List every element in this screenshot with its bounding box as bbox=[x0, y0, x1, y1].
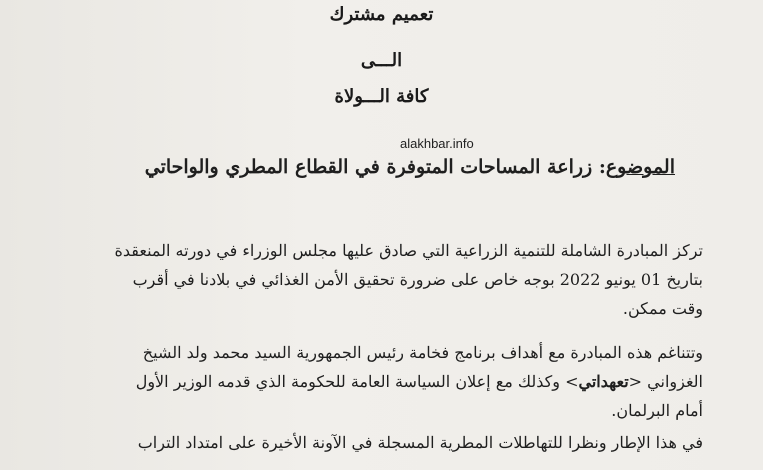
paragraph-1-line-2: بتاريخ 01 يونيو 2022 بوجه خاص على ضرورة تحقيق الأمن الغذائي في بلادنا في أقرب bbox=[132, 270, 703, 289]
paragraph-3-line-1: في هذا الإطار ونظرا للتهاطلات المطرية المسجلة في الآونة الأخيرة على امتداد التراب bbox=[137, 433, 703, 452]
paragraph-1 bbox=[103, 236, 703, 323]
paragraph-2 bbox=[103, 338, 703, 425]
paragraph-1-line-3: وقت ممكن. bbox=[622, 299, 703, 318]
program-name: تعهداتي bbox=[578, 372, 629, 391]
addressee-governors: كافة الـــولاة bbox=[334, 86, 429, 107]
paragraph-2-line-1: وتتناغم هذه المبادرة مع أهداف برنامج فخامة رئيس الجمهورية السيد محمد ولد الشيخ bbox=[142, 343, 703, 362]
paragraph-1-line-1: تركز المبادرة الشاملة للتنمية الزراعية التي صادق عليها مجلس الوزراء في دورته المنعقدة bbox=[114, 241, 703, 260]
subject-line bbox=[145, 156, 675, 178]
subject-text: : زراعة المساحات المتوفرة في القطاع المطري والواحاتي bbox=[144, 156, 606, 178]
document-title: تعميم مشترك bbox=[329, 4, 434, 25]
subject-label: الموضوع bbox=[605, 156, 675, 178]
addressee-to: الـــى bbox=[360, 50, 403, 71]
paragraph-2-line-2-end: > وكذلك مع إعلان السياسة العامة للحكومة الذي قدمه الوزير الأول bbox=[135, 372, 579, 391]
paragraph-3 bbox=[103, 428, 703, 457]
paragraph-2-line-2 bbox=[103, 367, 703, 396]
paragraph-2-line-2-start: الغزواني < bbox=[628, 372, 703, 391]
source-watermark: alakhbar.info bbox=[400, 136, 474, 151]
paragraph-2-line-3: أمام البرلمان. bbox=[611, 401, 703, 420]
